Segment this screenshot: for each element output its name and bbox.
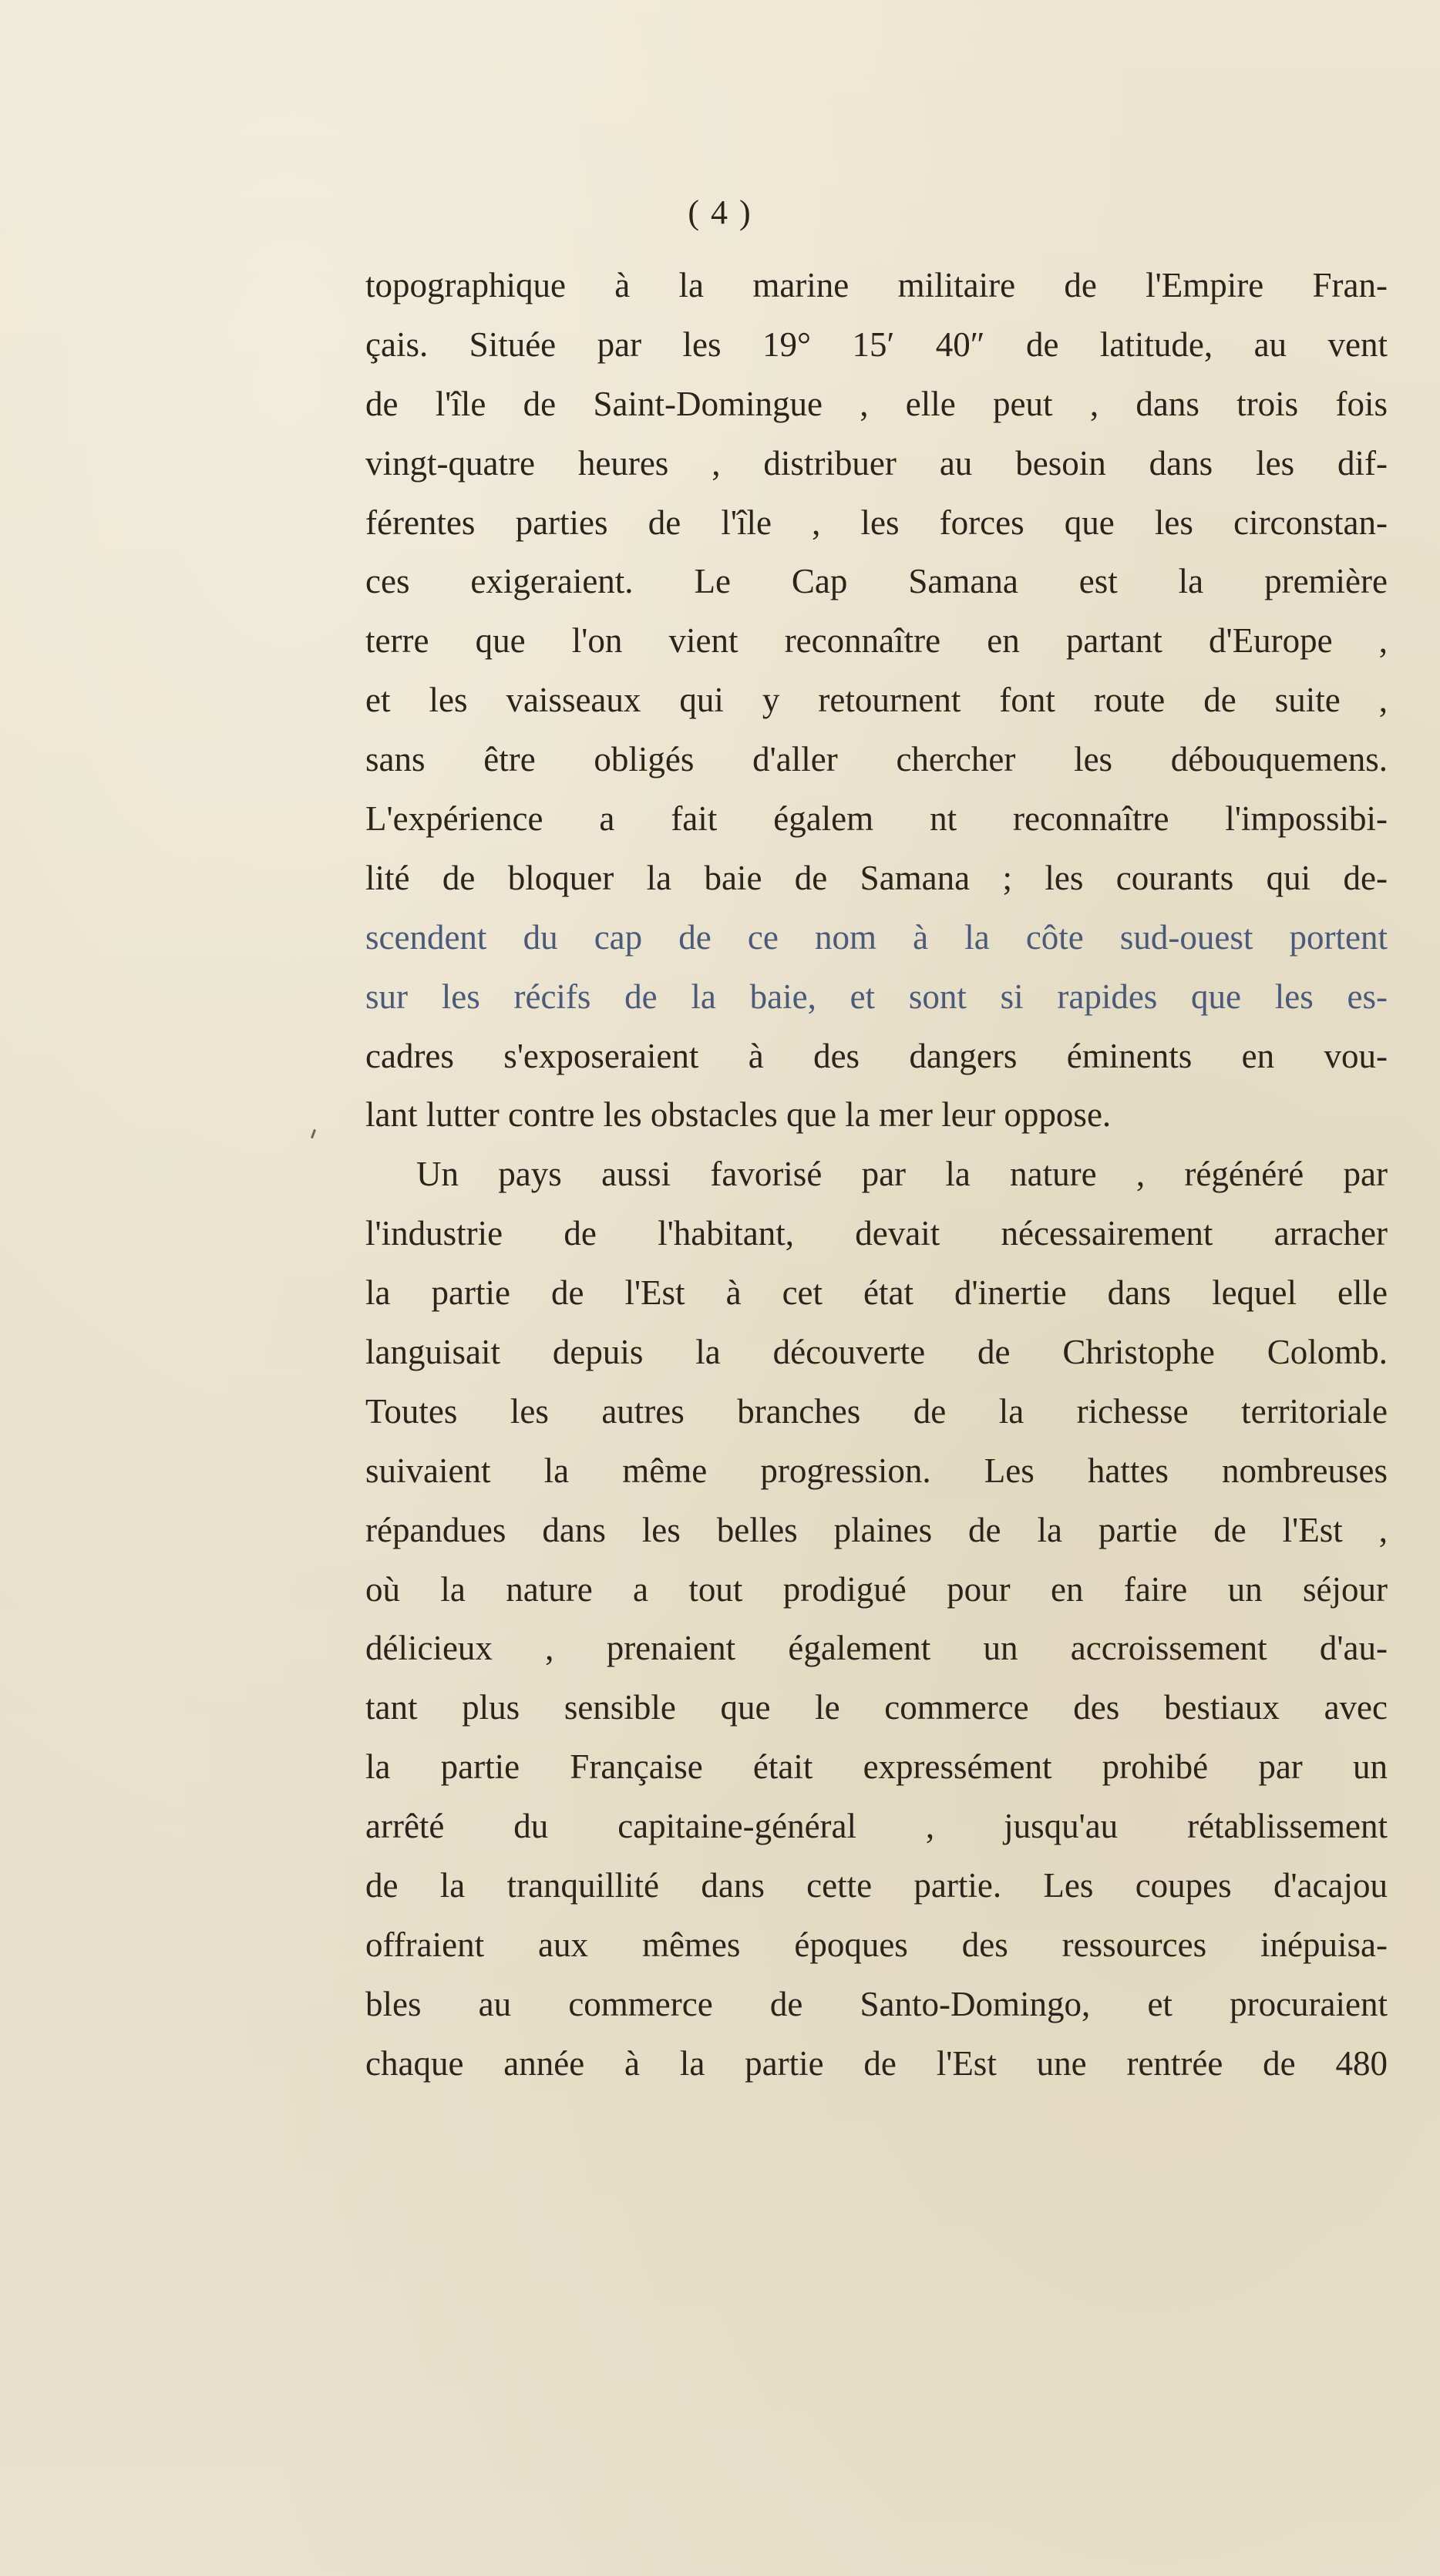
text-line: ces exigeraient. Le Cap Samana est la première	[365, 562, 1388, 601]
text-line: suivaient la même progression. Les hattes nombreuses	[365, 1451, 1388, 1490]
body-text	[365, 256, 1388, 2093]
text-line: Toutes les autres branches de la richesse territoriale	[365, 1391, 1388, 1431]
text-line: cadres s'exposeraient à des dangers éminents en vou-	[365, 1036, 1388, 1075]
margin-mark	[311, 1129, 316, 1138]
text-line: délicieux , prenaient également un accroissement d'au-	[365, 1629, 1388, 1668]
text-line: de la tranquillité dans cette partie. Les coupes d'acajou	[365, 1866, 1388, 1905]
text-line: languisait depuis la découverte de Christophe Colomb.	[365, 1333, 1388, 1372]
text-line: terre que l'on vient reconnaître en partant d'Europe ,	[365, 621, 1388, 661]
text-line: répandues dans les belles plaines de la partie de l'Est ,	[365, 1510, 1388, 1549]
text-line: et les vaisseaux qui y retournent font route de suite ,	[365, 681, 1388, 720]
paragraph-start-line: Un pays aussi favorisé par la nature , régénéré par	[416, 1155, 1388, 1194]
text-line: la partie Française était expressément prohibé par un	[365, 1747, 1388, 1787]
text-line: où la nature a tout prodigué pour en faire un séjour	[365, 1569, 1388, 1609]
page-number: ( 4 )	[688, 193, 752, 231]
text-line: vingt-quatre heures , distribuer au besoin dans les dif-	[365, 443, 1388, 483]
text-line: de l'île de Saint-Domingue , elle peut , dans trois fois	[365, 384, 1388, 423]
text-line: topographique à la marine militaire de l'Empire Fran-	[365, 266, 1388, 304]
text-line: l'industrie de l'habitant, devait nécessairement arracher	[365, 1214, 1388, 1253]
text-line: tant plus sensible que le commerce des bestiaux avec	[365, 1688, 1388, 1727]
text-line: scendent du cap de ce nom à la côte sud-ouest portent	[365, 917, 1388, 957]
text-line: offraient aux mêmes époques des ressources inépuisa-	[365, 1925, 1388, 1964]
paragraph-end-line: lant lutter contre les obstacles que la mer leur oppose.	[365, 1095, 1112, 1135]
text-line: L'expérience a fait égalem nt reconnaître l'impossibi-	[365, 799, 1388, 839]
text-line: arrêté du capitaine-général , jusqu'au rétablissement	[365, 1807, 1388, 1846]
text-line: çais. Située par les 19° 15′ 40″ de latitude, au vent	[365, 325, 1388, 364]
text-line: bles au commerce de Santo-Domingo, et procuraient	[365, 1984, 1388, 2023]
text-line: chaque année à la partie de l'Est une rentrée de 480	[365, 2043, 1388, 2083]
text-line: sur les récifs de la baie, et sont si rapides que les es-	[365, 977, 1388, 1016]
text-line: lité de bloquer la baie de Samana ; les courants qui de-	[365, 858, 1388, 897]
text-line: la partie de l'Est à cet état d'inertie dans lequel elle	[365, 1273, 1388, 1313]
text-line: sans être obligés d'aller chercher les débouquemens.	[365, 740, 1388, 779]
text-line: férentes parties de l'île , les forces que les circonstan-	[365, 503, 1388, 542]
